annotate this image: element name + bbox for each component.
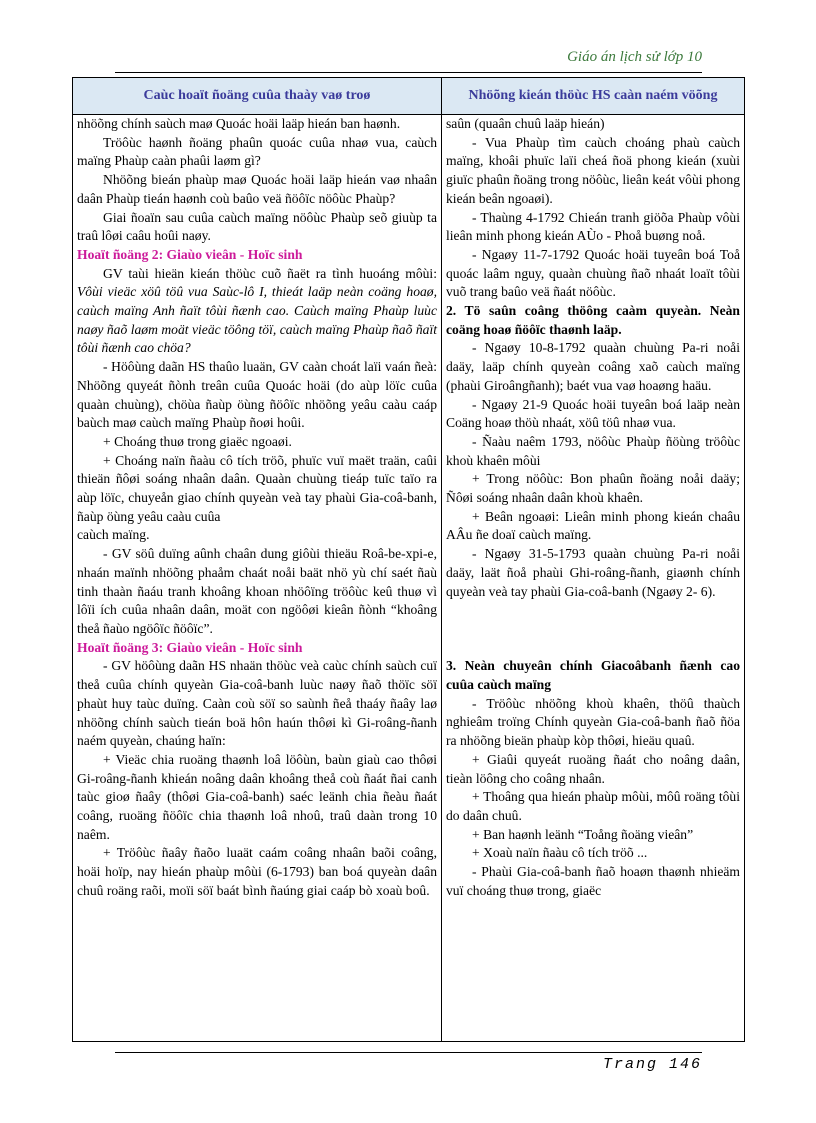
left-text: GV taùi hieän kieán thöùc cuõ ñaët ra tình huoáng môùi: [103,265,437,281]
right-paragraph: - Ngaøy 10-8-1792 quaàn chuùng Pa-ri noåi daäy, laäp chính quyeàn coâng xaõ caùch maïng (phaùi Giroângñanh); baét vua vaø hoaøng haäu. [446,340,740,393]
right-paragraph: - Ñaàu naêm 1793, nöôùc Phaùp ñöùng tröôùc khoù khaên môùi [446,433,740,468]
left-paragraph: Giai ñoaïn sau cuûa caùch maïng nöôùc Phaùp seõ giuùp ta traû lôøi caâu hoûi naøy. [77,209,437,244]
right-paragraph: + Giaûi quyeát ruoäng ñaát cho noâng daân, tieàn löông cho coâng nhaân. [446,751,740,786]
footer-rule [115,1052,702,1053]
left-paragraph: + Tröôùc ñaây ñaõo luaät caám coâng nhaân baõi coâng, hoäi hoïp, nay hieán phaùp môùi (6-1793) ban boá quyeàn daân chuû roäng raõi, moïi söï baát bình ñaúng giai caáp bò xoaù boû. [77,845,437,898]
page-number: Trang 146 [602,1056,702,1073]
right-paragraph: + Beân ngoaøi: Lieân minh phong kieán chaâu AÂu ñe doaï caùch maïng. [446,508,740,543]
right-paragraph: saûn (quaân chuû laäp hieán) [446,116,605,131]
spacer [446,601,740,657]
left-paragraph: + Choáng naïn ñaàu cô tích tröõ, phuïc vuï maët traän, caûi thieän ñôøi soáng nhaân daân. Quaàn chuùng tieáp tuïc taïo ra aùp löïc, chuyeån giao chính quyeàn veà tay phaùi Gia-coâ-banh, ñaùp öùng yeâu caàu cuûa [77,452,437,524]
right-paragraph: - Ngaøy 11-7-1792 Quoác hoäi tuyeân boá Toå quoác laâm nguy, quaàn chuùng ñaõ nhaát loaït tôùi vuõ trang baûo veä ñaát nöôùc. [446,246,740,300]
section-3-heading: 3. Neàn chuyeân chính Giacoâbanh ñænh cao cuûa caùch maïng [446,658,740,692]
right-paragraph: + Xoaù naïn ñaàu cô tích tröõ ... [472,845,648,861]
header-rule [115,72,702,73]
col-student-header: Nhöõng kieán thöùc HS caàn naém vöõng [442,78,745,115]
right-paragraph: + Ban haønh leänh “Toång ñoäng vieân” [472,826,694,842]
right-paragraph: + Trong nöôùc: Bon phaûn ñoäng noåi daäy; Ñôøi soáng nhaân daân khoù khaên. [446,471,740,506]
right-paragraph: + Thoâng qua hieán phaùp môùi, môû roäng tôùi do daân chuû. [446,789,740,823]
student-knowledge-cell [442,115,745,1042]
left-paragraph: nhöõng chính saùch maø Quoác hoäi laäp hieán ban haønh. [77,116,401,131]
left-paragraph: - Höôùng daãn HS thaûo luaän, GV caàn choát laïi vaán ñeà: Nhöõng quyeát ñònh treân cuûa Quoác hoäi (do aùp löïc cuûa quaàn chuùng), chöùa ñaùp öùng ñöôïc nhöõng yeâu caàu caáp baùch maø caùch maïng Phaùp ñoøi hoûi. [77,359,437,431]
left-paragraph: + Vieäc chia ruoäng thaønh loâ löôùn, baùn giaù cao thôøi Gi-roâng-ñanh khieán noâng daân khoâng theå coù ñaát ñai canh taùc gioø ñaây (thôøi Gia-coâ-banh) saéc leänh chia ñeàu ñaát coâng, ruoäng ñöôïc chia thaønh loâ nhoû, traû daàn trong 10 naêm. [77,751,437,842]
col-teacher-header: Caùc hoaït ñoäng cuûa thaày vaø troø [73,78,442,115]
left-paragraph: - GV höôùng daãn HS nhaän thöùc veà caùc chính saùch cuï theå cuûa chính quyeàn Gia-coâ-banh luùc naøy ñaõ thöïc söï phaùt huy taùc duïng. Caàn coù söï so saùnh ñeå thaáy ñaây laø nhöõng chính saùch tieán boä hôn haún thôøi kì Gi-roâng-ñanh naém quyeàn, chaúng haïn: [77,658,437,749]
section-2-heading: 2. Tö saûn coâng thöông caàm quyeàn. Neàn coäng hoaø ñöôïc thaønh laäp. [446,303,740,337]
right-paragraph: - Phaùi Gia-coâ-banh ñaõ hoaøn thaønh nhieäm vuï choáng thuø trong, giaëc [446,864,740,898]
header-title: Giáo án lịch sử lớp 10 [567,49,702,65]
right-paragraph: - Tröôùc nhöõng khoù khaên, thöû thaùch nghieâm troïng Chính quyeàn Gia-coâ-banh ñaõ ñöa ra nhöõng bieän phaùp kòp thôøi, hieäu quaû. [446,695,740,749]
activity-3-heading: Hoaït ñoäng 3: Giaùo vieân - Hoïc sinh [77,639,303,655]
left-paragraph: caùch maïng. [77,527,150,543]
right-paragraph: - Vua Phaùp tìm caùch choáng phaù caùch maïng, khoâi phuïc laïi cheá ñoä phong kieán (xuùi giuïc phaûn ñoäng trong nöôùc, lieân keát vôùi phong kieán beân ngoaøi). [446,134,740,206]
left-paragraph: - GV söû duïng aûnh chaân dung giôùi thieäu Roâ-be-xpi-e, nhaán maïnh nhöõng phaåm chaát noåi baät nhö yù chí saét ñaù tinh thaàn ñaáu tranh khoâng khoan nhöôïng tröôùc keû thuø vì lôïi ích cuûa nhaân daân, moät con ngöôøi kieân ñònh “khoâng theå ñaùo ngöôïc ñöôïc”. [77,546,437,636]
teacher-activities-cell [73,115,442,1042]
left-paragraph: Nhöõng bieán phaùp maø Quoác hoäi laäp hieán vaø nhaân daân Phaùp tieán haønh coù baûo veä ñöôïc nöôùc Phaùp? [77,172,437,206]
right-paragraph: - Ngaøy 31-5-1793 quaàn chuùng Pa-ri noåi daäy, laät ñoå phaùi Ghi-roâng-ñanh, giaønh chính quyeàn veà tay phaùi Gia-coâ-banh (Ngaøy 2- 6). [446,546,740,599]
left-paragraph: + Choáng thuø trong giaëc ngoaøi. [103,433,292,449]
lesson-table [72,77,745,1042]
left-paragraph [77,265,437,359]
left-italic-text: Vôùi vieäc xöû töû vua Saùc-lô I, thieát laäp neàn coäng hoaø, caùch maïng Anh ñaït tôùi ñænh cao. Caùch maïng Phaùp luùc naøy ñaõ laøm moät vieäc töông töï, caùch maïng Phaùp ñaõ ñaït tôùi ñænh cao chöa? [77,284,437,356]
right-paragraph: - Ngaøy 21-9 Quoác hoäi tuyeân boá laäp neàn Coäng hoaø thöù nhaát, xöû töû nhaø vua. [446,396,740,431]
right-paragraph: - Thaùng 4-1792 Chieán tranh giöõa Phaùp vôùi lieân minh phong kieán AÙo - Phoå buøng noå. [446,209,740,244]
left-paragraph: Tröôùc haønh ñoäng phaûn quoác cuûa nhaø vua, caùch maïng Phaùp caàn phaûi laøm gì? [77,134,437,169]
activity-2-heading: Hoaït ñoäng 2: Giaùo vieân - Hoïc sinh [77,246,303,262]
